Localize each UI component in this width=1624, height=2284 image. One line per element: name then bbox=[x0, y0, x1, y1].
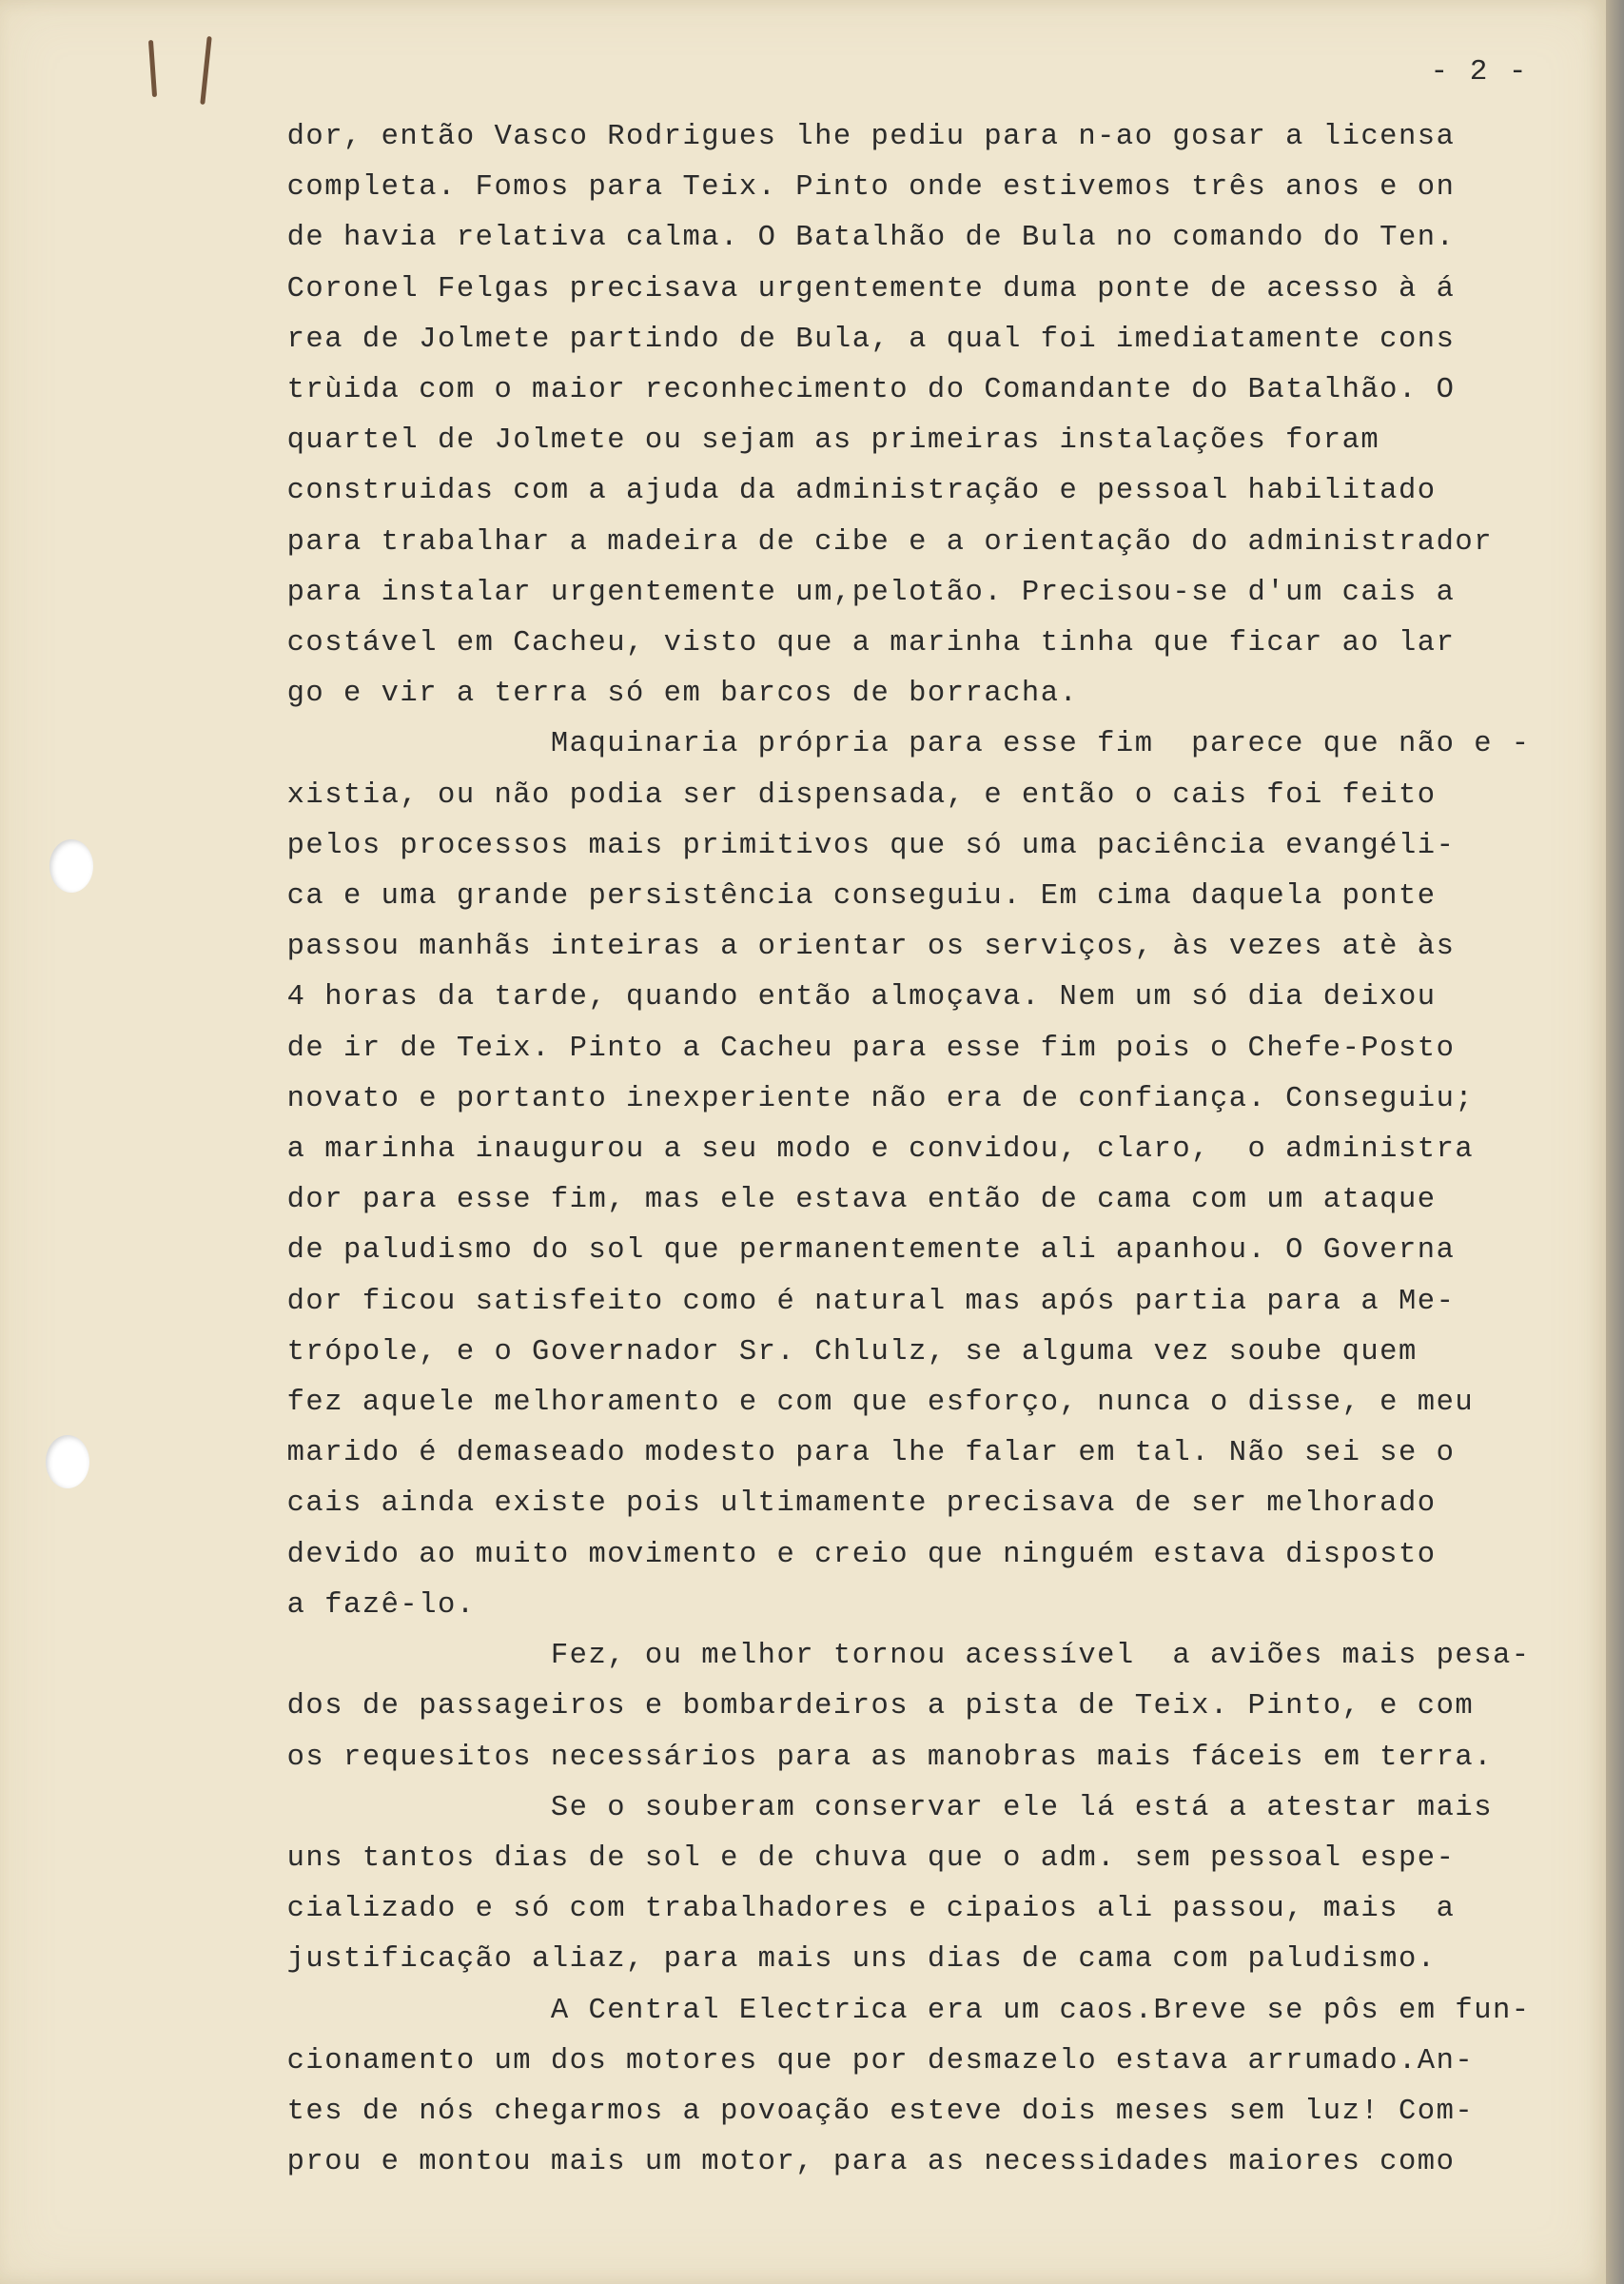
text-line: xistia, ou não podia ser dispensada, e então o cais foi feito bbox=[249, 778, 1437, 812]
text-line: Coronel Felgas precisava urgentemente duma ponte de acesso à á bbox=[249, 272, 1456, 305]
text-line: quartel de Jolmete ou sejam as primeiras instalações foram bbox=[249, 424, 1380, 458]
text-line: dor, então Vasco Rodrigues lhe pediu para n-ao gosar a licensa bbox=[249, 121, 1456, 153]
text-line: completa. Fomos para Teix. Pinto onde estivemos três anos e on bbox=[249, 171, 1456, 205]
text-line: tes de nós chegarmos a povoação esteve dois meses sem luz! Com- bbox=[249, 2095, 1475, 2128]
page-edge-background bbox=[1606, 0, 1624, 2284]
text-line: dos de passageiros e bombardeiros a pista de Teix. Pinto, e com bbox=[249, 1690, 1475, 1723]
text-line: devido ao muito movimento e creio que ninguém estava disposto bbox=[249, 1538, 1437, 1571]
text-line: cializado e só com trabalhadores e cipaios ali passou, mais a bbox=[249, 1893, 1456, 1926]
text-line: fez aquele melhoramento e com que esforço, nunca o disse, e meu bbox=[249, 1387, 1475, 1420]
text-line: para trabalhar a madeira de cibe e a orientação do administrador bbox=[249, 525, 1493, 559]
text-line: dor ficou satisfeito como é natural mas após partia para a Me- bbox=[249, 1285, 1456, 1318]
text-line: ca e uma grande persistência conseguiu. Em cima daquela ponte bbox=[249, 880, 1437, 914]
text-line: os requesitos necessários para as manobras mais fáceis em terra. bbox=[249, 1741, 1493, 1774]
punch-hole-bottom bbox=[46, 1435, 89, 1488]
text-line: Se o souberam conservar ele lá está a atestar mais bbox=[249, 1791, 1493, 1824]
ink-mark-right bbox=[200, 36, 211, 105]
text-line: dor para esse fim, mas ele estava então de cama com um ataque bbox=[249, 1184, 1437, 1217]
text-line: de ir de Teix. Pinto a Cacheu para esse fim pois o Chefe-Posto bbox=[249, 1032, 1456, 1065]
text-line: novato e portanto inexperiente não era de confiança. Conseguiu; bbox=[249, 1082, 1475, 1115]
text-line: Maquinaria própria para esse fim parece que não e - bbox=[249, 728, 1531, 761]
text-line: trópole, e o Governador Sr. Chlulz, se alguma vez soube quem bbox=[249, 1335, 1418, 1368]
text-line: 4 horas da tarde, quando então almoçava. Nem um só dia deixou bbox=[249, 981, 1437, 1014]
text-line: para instalar urgentemente um,pelotão. Precisou-se d'um cais a bbox=[249, 576, 1456, 609]
text-line: costável em Cacheu, visto que a marinha tinha que ficar ao lar bbox=[249, 627, 1456, 660]
text-line: justificação aliaz, para mais uns dias de cama com paludismo. bbox=[249, 1943, 1437, 1977]
typewritten-text bbox=[249, 112, 1531, 2188]
page-number: - 2 - bbox=[1430, 55, 1529, 89]
text-line: A Central Electrica era um caos.Breve se pôs em fun- bbox=[249, 1994, 1531, 2027]
text-line: a fazê-lo. bbox=[249, 1588, 476, 1622]
text-line: rea de Jolmete partindo de Bula, a qual foi imediatamente cons bbox=[249, 323, 1456, 356]
text-line: de paludismo do sol que permanentemente ali apanhou. O Governa bbox=[249, 1234, 1456, 1268]
text-line: prou e montou mais um motor, para as necessidades maiores como bbox=[249, 2146, 1456, 2179]
punch-hole-top bbox=[49, 839, 93, 893]
text-line: passou manhãs inteiras a orientar os serviços, às vezes atè às bbox=[249, 931, 1456, 964]
text-line: a marinha inaugurou a seu modo e convidou, claro, o administra bbox=[249, 1133, 1475, 1167]
text-line: uns tantos dias de sol e de chuva que o adm. sem pessoal espe- bbox=[249, 1841, 1456, 1875]
text-line: Fez, ou melhor tornou acessível a aviões mais pesa- bbox=[249, 1640, 1531, 1673]
text-line: marido é demaseado modesto para lhe falar em tal. Não sei se o bbox=[249, 1437, 1456, 1470]
text-line: go e vir a terra só em barcos de borracha. bbox=[249, 678, 1079, 711]
text-line: pelos processos mais primitivos que só uma paciência evangéli- bbox=[249, 829, 1456, 862]
text-line: de havia relativa calma. O Batalhão de Bula no comando do Ten. bbox=[249, 222, 1456, 255]
ink-mark-left bbox=[148, 40, 157, 97]
text-line: trùida com o maior reconhecimento do Comandante do Batalhão. O bbox=[249, 374, 1456, 407]
text-line: construidas com a ajuda da administração e pessoal habilitado bbox=[249, 475, 1437, 508]
text-line: cais ainda existe pois ultimamente precisava de ser melhorado bbox=[249, 1487, 1437, 1521]
text-line: cionamento um dos motores que por desmazelo estava arrumado.An- bbox=[249, 2044, 1475, 2077]
